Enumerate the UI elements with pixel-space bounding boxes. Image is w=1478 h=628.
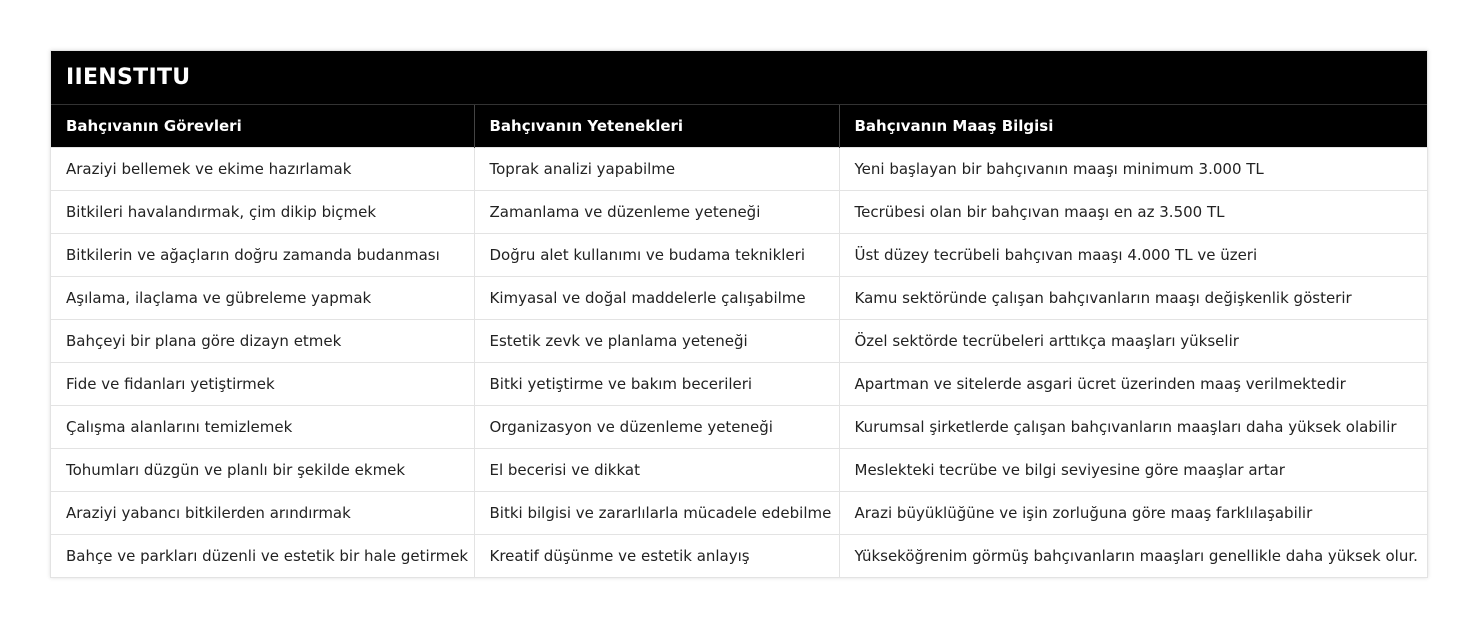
table-row xyxy=(51,362,1427,405)
table-cell-salary: Yeni başlayan bir bahçıvanın maaşı minimum 3.000 TL xyxy=(839,147,1427,190)
table-cell-salary: Kurumsal şirketlerde çalışan bahçıvanların maaşları daha yüksek olabilir xyxy=(839,405,1427,448)
table-cell-duty: Aşılama, ilaçlama ve gübreleme yapmak xyxy=(51,276,474,319)
table-cell-skill: Zamanlama ve düzenleme yeteneği xyxy=(474,190,839,233)
table-header-row xyxy=(51,105,1427,147)
table-row xyxy=(51,534,1427,577)
table-cell-skill: Toprak analizi yapabilme xyxy=(474,147,839,190)
table-cell-skill: Doğru alet kullanımı ve budama teknikleri xyxy=(474,233,839,276)
table-row xyxy=(51,147,1427,190)
table-cell-skill: Estetik zevk ve planlama yeteneği xyxy=(474,319,839,362)
table-cell-duty: Bahçeyi bir plana göre dizayn etmek xyxy=(51,319,474,362)
table-cell-skill: Organizasyon ve düzenleme yeteneği xyxy=(474,405,839,448)
table-row xyxy=(51,190,1427,233)
column-header-skills: Bahçıvanın Yetenekleri xyxy=(474,105,839,147)
table-row xyxy=(51,405,1427,448)
table-cell-duty: Bitkilerin ve ağaçların doğru zamanda budanması xyxy=(51,233,474,276)
table-cell-salary: Meslekteki tecrübe ve bilgi seviyesine göre maaşlar artar xyxy=(839,448,1427,491)
table-cell-duty: Çalışma alanlarını temizlemek xyxy=(51,405,474,448)
table-cell-duty: Tohumları düzgün ve planlı bir şekilde ekmek xyxy=(51,448,474,491)
table-cell-salary: Kamu sektöründe çalışan bahçıvanların maaşı değişkenlik gösterir xyxy=(839,276,1427,319)
table-cell-duty: Fide ve fidanları yetiştirmek xyxy=(51,362,474,405)
table-cell-skill: Bitki yetiştirme ve bakım becerileri xyxy=(474,362,839,405)
table-cell-salary: Arazi büyüklüğüne ve işin zorluğuna göre maaş farklılaşabilir xyxy=(839,491,1427,534)
table-row xyxy=(51,491,1427,534)
table-cell-duty: Araziyi yabancı bitkilerden arındırmak xyxy=(51,491,474,534)
brand-title: IIENSTITU xyxy=(51,51,1427,105)
table-cell-duty: Bahçe ve parkları düzenli ve estetik bir hale getirmek xyxy=(51,534,474,577)
table-cell-salary: Üst düzey tecrübeli bahçıvan maaşı 4.000 TL ve üzeri xyxy=(839,233,1427,276)
table-cell-skill: Kreatif düşünme ve estetik anlayış xyxy=(474,534,839,577)
column-header-duties: Bahçıvanın Görevleri xyxy=(51,105,474,147)
table-row xyxy=(51,276,1427,319)
info-table-container xyxy=(50,50,1428,578)
table-cell-duty: Bitkileri havalandırmak, çim dikip biçmek xyxy=(51,190,474,233)
table-cell-salary: Apartman ve sitelerde asgari ücret üzerinden maaş verilmektedir xyxy=(839,362,1427,405)
table-row xyxy=(51,448,1427,491)
table-cell-salary: Yükseköğrenim görmüş bahçıvanların maaşları genellikle daha yüksek olur. xyxy=(839,534,1427,577)
info-table xyxy=(51,105,1427,577)
table-row xyxy=(51,319,1427,362)
table-cell-salary: Tecrübesi olan bir bahçıvan maaşı en az 3.500 TL xyxy=(839,190,1427,233)
column-header-salary: Bahçıvanın Maaş Bilgisi xyxy=(839,105,1427,147)
table-cell-skill: Kimyasal ve doğal maddelerle çalışabilme xyxy=(474,276,839,319)
table-cell-salary: Özel sektörde tecrübeleri arttıkça maaşları yükselir xyxy=(839,319,1427,362)
table-row xyxy=(51,233,1427,276)
table-cell-duty: Araziyi bellemek ve ekime hazırlamak xyxy=(51,147,474,190)
table-cell-skill: El becerisi ve dikkat xyxy=(474,448,839,491)
table-cell-skill: Bitki bilgisi ve zararlılarla mücadele edebilme xyxy=(474,491,839,534)
